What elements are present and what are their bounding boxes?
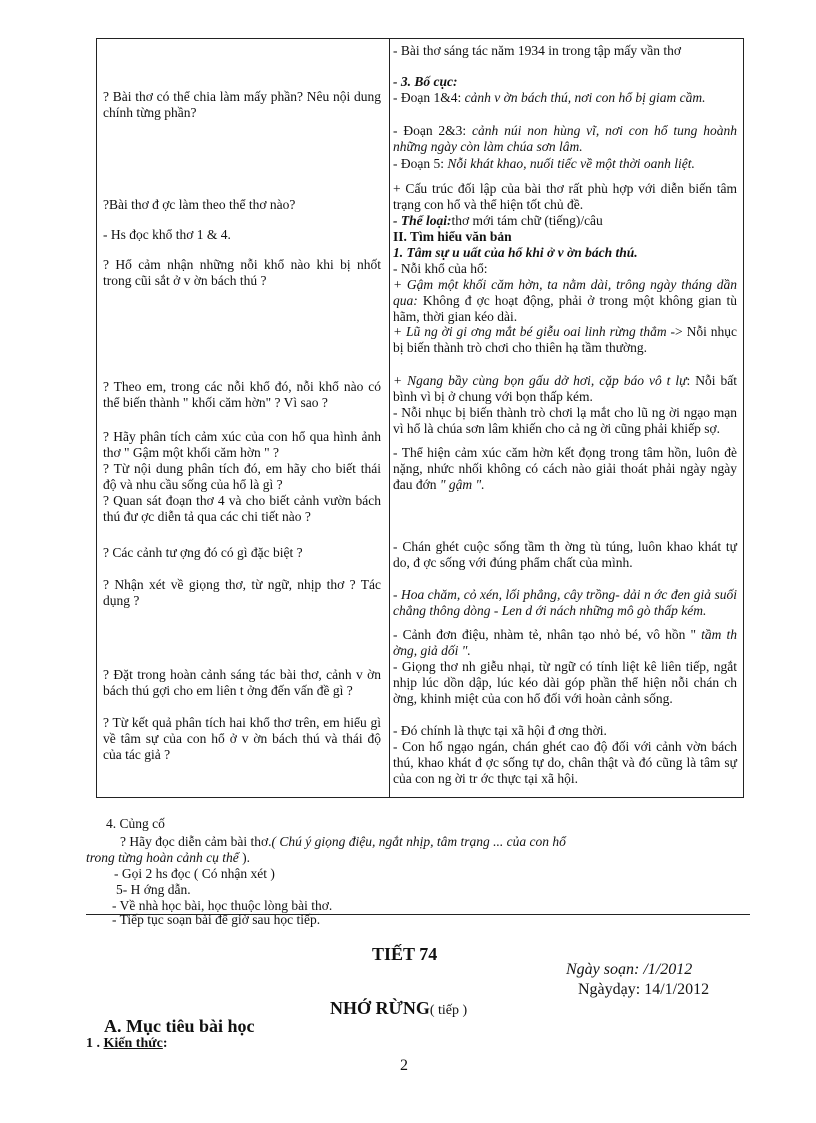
knowledge-number: 1 . [86,1036,104,1051]
answer-genre [393,213,737,229]
question-text: ? Hãy đọc diễn cảm bài thơ. [120,834,272,849]
explanation: - Thể hiện cảm xúc căm hờn kết đọng trong tâm hồn, luôn đè nặng, nhức nhối không có cách nào giải thoát phải ngày ngày đau đớn [393,445,737,492]
suffering-label: - Nỗi khổ của hổ: [393,261,488,276]
structure-heading: - 3. Bố cục: [393,74,458,89]
part-desc: cảnh v ờn bách thú, nơi con hổ bị giam cầm. [464,90,706,105]
suffering-2 [393,324,737,356]
quote: " gậm ". [439,477,485,492]
knowledge-heading [86,1036,168,1052]
knowledge-colon: : [162,1036,168,1051]
part-label: - Đoạn 2&3: [393,123,473,138]
question-parts: ? Bài thơ có thể chia làm mấy phần? Nêu nội dung chính từng phần? [103,89,381,120]
quote: + Lũ ng ời gi ơng mắt bé giễu oai linh rừng thẳm [393,324,667,339]
lesson-title [330,1000,467,1019]
section-ii-heading: II. Tìm hiểu văn bản [393,229,512,244]
question-voice: ? Nhận xét về giọng thơ, từ ngữ, nhịp thơ ? Tác dụng ? [103,577,381,608]
explanation: : Nỗi bất bình vì bị ở chung với bọn thấp kém. [393,373,737,404]
call-students: - Gọi 2 hs đọc ( Có nhận xét ) [114,866,275,881]
question-conclusion: ? Từ kết quả phân tích hai khổ thơ trên, em hiểu gì về tâm sự của con hổ ở v ờn bách thú và thái độ của tác giả ? [103,715,381,762]
part-label: - Đoạn 1&4: [393,90,465,105]
homework-2: - Tiếp tục soạn bài để giờ sau học tiếp. [112,912,321,927]
genre-label: - Thể loại: [393,213,452,228]
quote: tầm th ờng, giả dối ". [393,627,737,658]
title-suffix: ( tiếp ) [429,1003,468,1018]
answer-part-2-3 [393,123,737,155]
suffering-1 [393,277,737,325]
consolidation-question [120,834,566,850]
answer-contrast: + Cấu trúc đối lập của bài thơ rất phù hợp với diễn biến tâm trạng con hổ và thể hiện tốt chủ đề. [393,181,737,212]
divider-line [86,914,750,915]
part-desc: Nỗi khát khao, nuối tiếc về một thời oanh liệt. [447,156,695,171]
part-desc: cảnh núi non hùng vĩ, nơi con hổ tung hoành những ngày còn làm chúa sơn lâm. [393,123,737,154]
part-label: - Đoạn 5: [393,156,448,171]
question-hatred: ? Theo em, trong các nỗi khổ đó, nỗi khổ nào có thể biến thành " khối căm hờn" ? Vì sao ? [103,379,381,410]
read-instruction: - Hs đọc khổ thơ 1 & 4. [103,227,231,242]
answer-part-1-4 [393,90,737,106]
title-text: NHỚ RỪNG [330,998,430,1018]
prep-date: Ngày soạn: /1/2012 [566,961,693,978]
question-emotion: ? Hãy phân tích cảm xúc của con hổ qua hình ảnh thơ " Gậm một khối căm hờn " ? [103,429,381,460]
column-divider [389,39,390,797]
knowledge-label: Kiến thức [103,1036,163,1051]
explanation: - Cảnh đơn điệu, nhàm tẻ, nhân tạo nhỏ bé, vô hồn " [393,627,697,642]
question-note: ( Chú ý giọng điệu, ngắt nhịp, tâm trạng ... của con hổ [271,834,566,849]
quote: + Ngang bầy cùng bọn gấu dở hơi, cặp báo vô t lự [393,373,687,388]
homework-1: - Về nhà học bài, học thuộc lòng bài thơ. [112,898,333,913]
question-zoo-scene: ? Quan sát đoạn thơ 4 và cho biết cảnh vườn bách thú đư ợc diễn tả qua các chi tiết nào ? [103,493,381,524]
voice-analysis: - Giọng thơ nh giễu nhại, từ ngữ có tính liệt kê liên tiếp, ngắt nhịp lúc dồn dập, lúc kéo dài góp phần thể hiện nỗi chán ch ờng, khinh miệt của con hổ đối với hoàn cảnh sống. [393,659,737,706]
answer-composed: - Bài thơ sáng tác năm 1934 in trong tập mấy vần thơ [393,43,681,58]
hatred-feeling [393,445,737,493]
quote: + Gậm một khối căm hờn, ta nằm dài, trông ngày tháng dần qua: [393,277,737,308]
question-context: ? Đặt trong hoàn cảnh sáng tác bài thơ, cảnh v ờn bách thú gợi cho em liên t ởng đến vấn đề gì ? [103,667,381,698]
zoo-details: - Hoa chăm, cỏ xén, lối phẳng, cây trồng- dải n ớc đen giả suối chẳng thông dòng - Len d ới nách những mô gò thấp kém. [393,587,737,618]
consolidation-question-cont [86,850,250,866]
question-close: ). [242,850,250,865]
question-special: ? Các cảnh tư ợng đó có gì đặc biệt ? [103,545,303,560]
question-suffering: ? Hổ cảm nhận những nỗi khổ nào khi bị nhốt trong cũi sắt ở v ờn bách thú ? [103,257,381,288]
section-a-heading: A. Mục tiêu bài học [104,1016,255,1036]
answer-part-5 [393,156,737,172]
desire-freedom: - Chán ghét cuộc sống tầm th ờng tù túng, luôn khao khát tự do, đ ợc sống với đúng phẩm chất của mình. [393,539,737,570]
consolidation-heading: 4. Củng cố [106,816,165,831]
section-1-heading: 1. Tâm sự u uất của hổ khi ở v ờn bách thú. [393,245,638,260]
lesson-table [96,38,744,798]
humiliation: - Nỗi nhục bị biến thành trò chơi lạ mắt cho lũ ng ời ngạo mạn vì hổ là chúa sơn lâm khiến cho cả ng ời cũng phải khiếp sợ. [393,405,737,436]
tiger-mood: - Con hổ ngạo ngán, chán ghét cao độ đối với cảnh vờn bách thú, khao khát đ ợc sống tự do, chân thật và đó cũng là tâm sự của con ng ời tr ớc thực tại xã hội. [393,739,737,786]
page-number: 2 [400,1057,408,1074]
lesson-number: TIẾT 74 [372,944,438,964]
social-reality: - Đó chính là thực tại xã hội đ ơng thời. [393,723,607,738]
zoo-feature [393,627,737,659]
question-attitude: ? Từ nội dung phân tích đó, em hãy cho biết thái độ và nhu cầu sống của hổ là gì ? [103,461,381,492]
genre-value: thơ mới tám chữ (tiếng)/câu [451,213,603,228]
suffering-3 [393,373,737,405]
explanation: Không đ ợc hoạt động, phải ở trong một không gian tù hãm, thời gian kéo dài. [393,293,737,324]
teach-date: Ngàydạy: 14/1/2012 [578,981,710,998]
question-note-cont: trong từng hoàn cảnh cụ thể [86,850,243,865]
question-form: ?Bài thơ đ ợc làm theo thể thơ nào? [103,197,296,212]
explanation: -> Nỗi nhục bị biến thành trò chơi cho thiên hạ tầm thường. [393,324,737,355]
guidance-heading: 5- H ớng dẫn. [116,882,191,897]
